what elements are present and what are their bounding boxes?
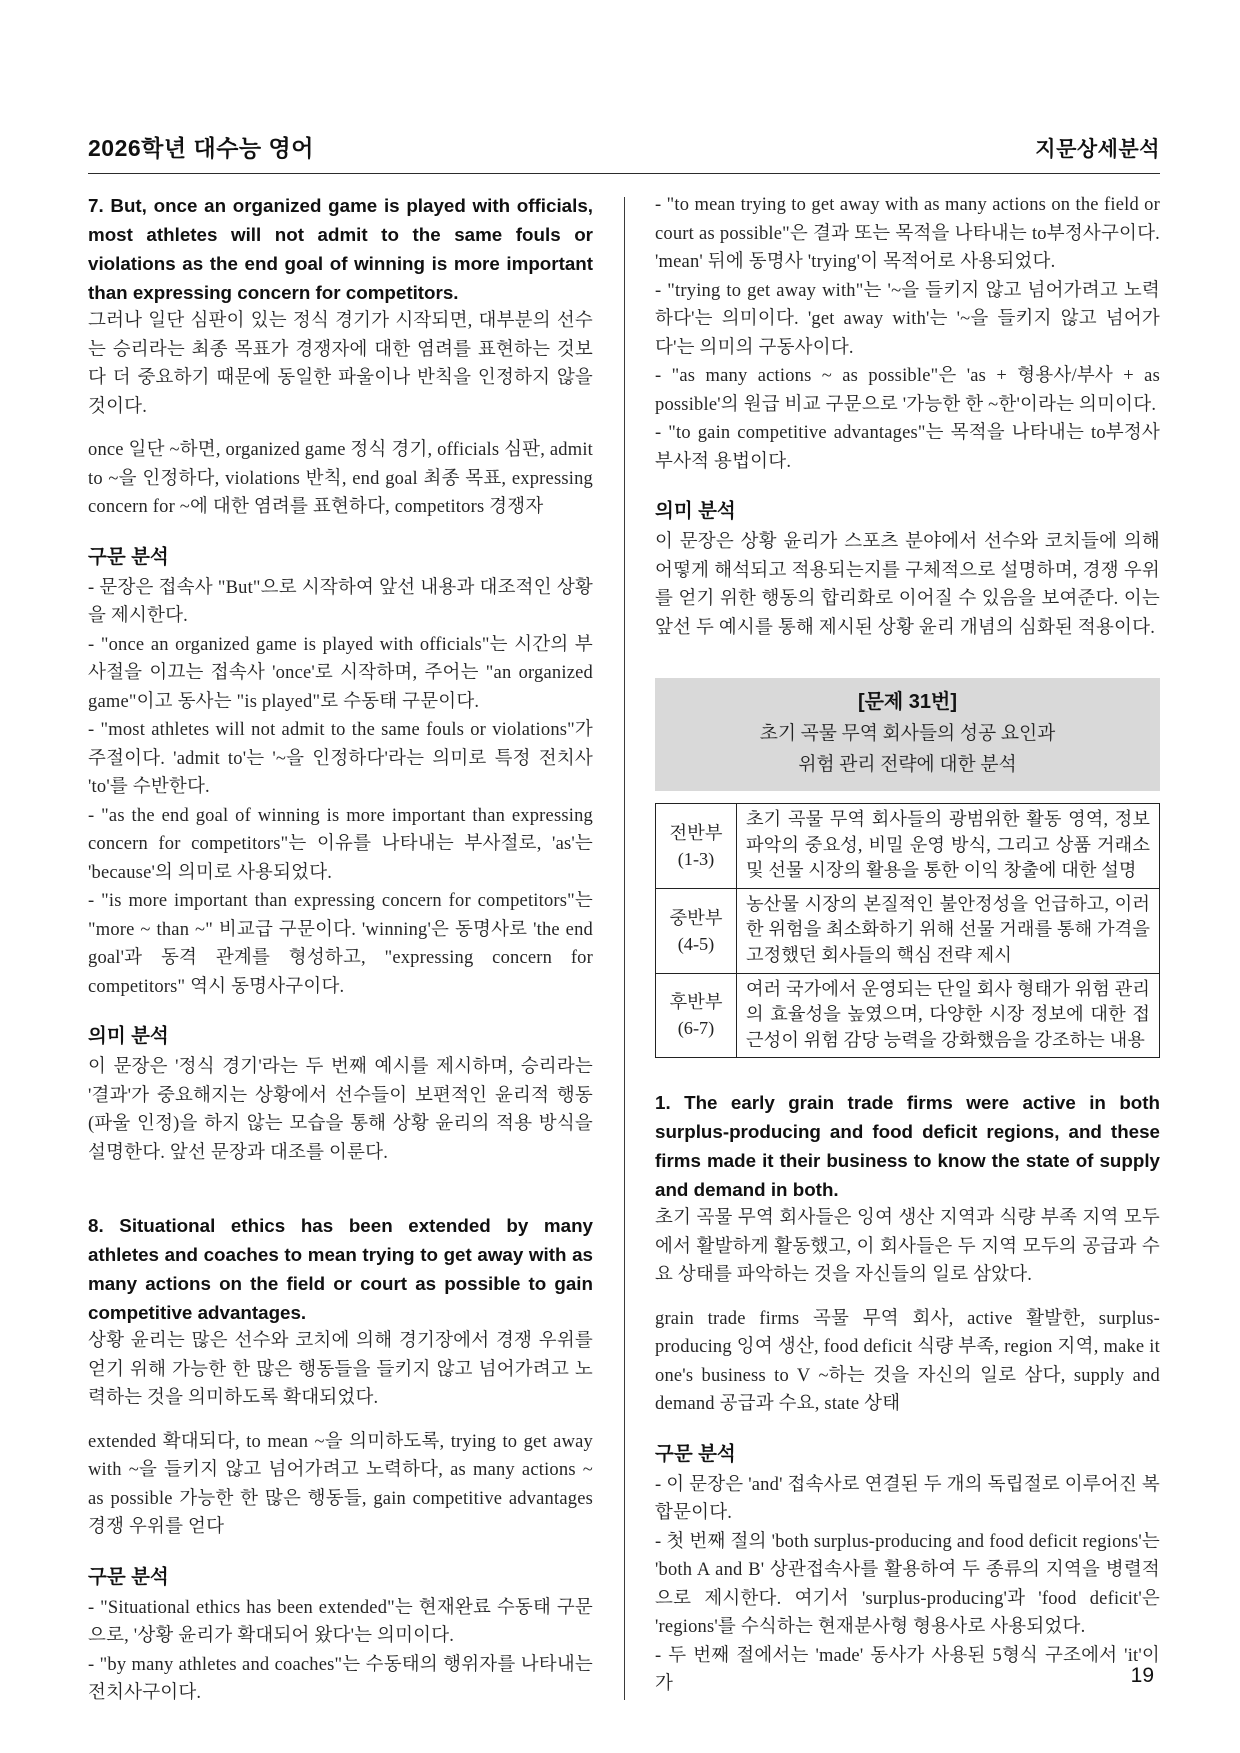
row-range-label: (1-3) <box>677 848 715 869</box>
meaning-analysis-text-7: 이 문장은 '정식 경기'라는 두 번째 예시를 제시하며, 승리라는 '결과'가 중요해지는 상황에서 선수들이 보편적인 윤리적 행동(파울 인정)을 하지 않는 모습을 통해 상황 윤리의 적용 방식을 설명한다. 앞선 문장과 대조를 이룬다. <box>88 1057 593 1163</box>
syntax-item: - 두 번째 절에서는 'made' 동사가 사용된 5형식 구조에서 'it'이 가 <box>655 1645 1160 1695</box>
syntax-item: - "as many actions ~ as possible"은 'as + 형용사/부사 + as possible'의 원급 비교 구문으로 '가능한 한 ~한'이라는 의미이다. <box>655 366 1160 415</box>
table-row-label <box>656 973 737 1058</box>
passage-structure-table <box>655 803 1160 1058</box>
meaning-analysis-text-8: 이 문장은 상황 윤리가 스포츠 분야에서 선수와 코치들에 의해 어떻게 해석되고 적용되는지를 구체적으로 설명하며, 경쟁 우위를 얻기 위한 행동의 합리화로 이어질 수 있음을 보여준다. 이는 앞선 두 예시를 통해 제시된 상황 윤리 개념의 심화된 적용이다. <box>655 532 1160 638</box>
sentence-1-translation: 초기 곡물 무역 회사들은 잉여 생산 지역과 식량 부족 지역 모두에서 활발하게 활동했고, 이 회사들은 두 지역 모두의 공급과 수요 상태를 파악하는 것을 자신들의 일로 삼았다. <box>655 1208 1160 1286</box>
syntax-item: - 첫 번째 절의 'both surplus-producing and food deficit regions'는 'both A and B' 상관접속사를 활용하여 두 종류의 지역을 병렬적으로 제시한다. 여기서 'surplus-producing'과 'food deficit'은 'regions'를 수식하는 현재분사형 형용사로 사용되었다. <box>655 1531 1160 1638</box>
row-range-label: (6-7) <box>677 1018 715 1039</box>
table-row <box>656 888 1160 973</box>
syntax-item: - 문장은 접속사 "But"으로 시작하여 앞선 내용과 대조적인 상황을 제시한다. <box>88 577 593 626</box>
sentence-7-translation: 그러나 일단 심판이 있는 정식 경기가 시작되면, 대부분의 선수는 승리라는 최종 목표가 경쟁자에 대한 염려를 표현하는 것보다 더 중요하기 때문에 동일한 파울이나 반칙을 인정하지 않을 것이다. <box>88 311 593 417</box>
row-part-label: 전반부 <box>669 822 723 843</box>
syntax-item: - "as the end goal of winning is more important than expressing concern for competitors"는 이유를 나타내는 부사절로, 'as'는 'because'의 의미로 사용되었다. <box>88 805 593 883</box>
sentence-8-vocab: extended 확대되다, to mean ~을 의미하도록, trying to get away with ~을 들키지 않고 넘어가려고 노력하다, as many actions ~ as possible 가능한 한 많은 행동들, gain competitive advantages 경쟁 우위를 얻다 <box>88 1431 593 1537</box>
table-row-content: 초기 곡물 무역 회사들의 광범위한 활동 영역, 정보 파악의 중요성, 비밀 운영 방식, 그리고 상품 거래소 및 선물 시장의 활용을 통한 이익 창출에 대한 설명 <box>737 804 1160 889</box>
syntax-analysis-heading-1: 구문 분석 <box>655 1442 736 1465</box>
right-column <box>655 191 1160 1708</box>
syntax-item: - "to gain competitive advantages"는 목적을 나타내는 to부정사 부사적 용법이다. <box>655 423 1160 472</box>
header-title: 2026학년 대수능 영어 <box>88 135 314 161</box>
table-row <box>656 973 1160 1058</box>
syntax-item: - "trying to get away with"는 '~을 들키지 않고 넘어가려고 노력하다'는 의미이다. 'get away with'는 '~을 들키지 않고 넘어가다'는 의미의 구동사이다. <box>655 280 1160 358</box>
row-part-label: 중반부 <box>669 907 723 928</box>
row-range-label: (4-5) <box>677 933 715 954</box>
left-column <box>88 191 593 1708</box>
question-31-subtitle-line1: 초기 곡물 무역 회사들의 성공 요인과 <box>759 723 1056 744</box>
sentence-8-english: 8. Situational ethics has been extended by many athletes and coaches to mean trying to get away with as many actions on the field or court as possible to gain competitive advantages. <box>88 1215 593 1323</box>
syntax-item: - "most athletes will not admit to the same fouls or violations"가 주절이다. 'admit to'는 '~을 인정하다'라는 의미로 특정 전치사 'to'를 수반한다. <box>88 720 593 797</box>
two-column-body <box>88 191 1160 1708</box>
syntax-item: - 이 문장은 'and' 접속사로 연결된 두 개의 독립절로 이루어진 복합문이다. <box>655 1474 1160 1524</box>
syntax-item: - "to mean trying to get away with as many actions on the field or court as possible"은 결과 또는 목적을 나타내는 to부정사구이다. 'mean' 뒤에 동명사 'trying'이 목적어로 사용되었다. <box>655 195 1160 272</box>
header-section-label: 지문상세분석 <box>1035 138 1160 161</box>
sentence-1-english: 1. The early grain trade firms were active in both surplus-producing and food deficit regions, and these firms made it their business to know the state of supply and demand in both. <box>655 1092 1160 1201</box>
table-row-content: 여러 국가에서 운영되는 단일 회사 형태가 위험 관리의 효율성을 높였으며, 다양한 시장 정보에 대한 접근성이 위험 감당 능력을 강화했음을 강조하는 내용 <box>737 973 1160 1058</box>
table-row <box>656 804 1160 889</box>
sentence-7-vocab: once 일단 ~하면, organized game 정식 경기, officials 심판, admit to ~을 인정하다, violations 반칙, end goal 최종 목표, expressing concern for ~에 대한 염려를 표현하다, competitors 경쟁자 <box>88 440 594 517</box>
syntax-item: - "once an organized game is played with officials"는 시간의 부사절을 이끄는 접속사 'once'로 시작하며, 주어는 "an organized game"이고 동사는 "is played"로 수동태 구문이다. <box>88 634 593 712</box>
syntax-item: - "is more important than expressing concern for competitors"는 "more ~ than ~" 비교급 구문이다. 'winning'은 동명사로 'the end goal'과 동격 관계를 형성하고, "expressing concern for competitors" 역시 동명사구이다. <box>88 891 593 997</box>
sentence-7-english: 7. But, once an organized game is played with officials, most athletes will not admit to the same fouls or violations as the end goal of winning is more important than expressing concern for competitors. <box>88 195 593 303</box>
sentence-1-vocab: grain trade firms 곡물 무역 회사, active 활발한, surplus-producing 잉여 생산, food deficit 식량 부족, region 지역, make it one's business to V ~하는 것을 자신의 일로 삼다, supply and demand 공급과 수요, state 상태 <box>655 1308 1160 1415</box>
question-31-subtitle-line2: 위험 관리 전략에 대한 분석 <box>798 754 1017 775</box>
meaning-analysis-heading-8: 의미 분석 <box>655 500 736 522</box>
syntax-item: - "by many athletes and coaches"는 수동태의 행위자를 나타내는 전치사구이다. <box>88 1654 593 1703</box>
table-row-content: 농산물 시장의 본질적인 불안정성을 언급하고, 이러한 위험을 최소화하기 위해 선물 거래를 통해 가격을 고정했던 회사들의 핵심 전략 제시 <box>737 888 1160 973</box>
page-number: 19 <box>1130 1664 1154 1687</box>
syntax-item: - "Situational ethics has been extended"는 현재완료 수동태 구문으로, '상황 윤리가 확대되어 왔다'는 의미이다. <box>88 1597 593 1646</box>
row-part-label: 후반부 <box>669 992 723 1013</box>
table-row-label <box>656 888 737 973</box>
syntax-analysis-heading-7: 구문 분석 <box>88 545 169 568</box>
table-row-label <box>656 804 737 889</box>
header-rule <box>88 173 1160 174</box>
question-31-label: [문제 31번] <box>857 691 958 713</box>
meaning-analysis-heading-7: 의미 분석 <box>88 1025 169 1047</box>
syntax-analysis-heading-8: 구문 분석 <box>88 1565 169 1588</box>
question-31-title-box <box>655 678 1160 791</box>
page-header <box>88 130 1160 163</box>
sentence-8-translation: 상황 윤리는 많은 선수와 코치에 의해 경기장에서 경쟁 우위를 얻기 위해 가능한 한 많은 행동들을 들키지 않고 넘어가려고 노력하는 것을 의미하도록 확대되었다. <box>88 1331 593 1408</box>
